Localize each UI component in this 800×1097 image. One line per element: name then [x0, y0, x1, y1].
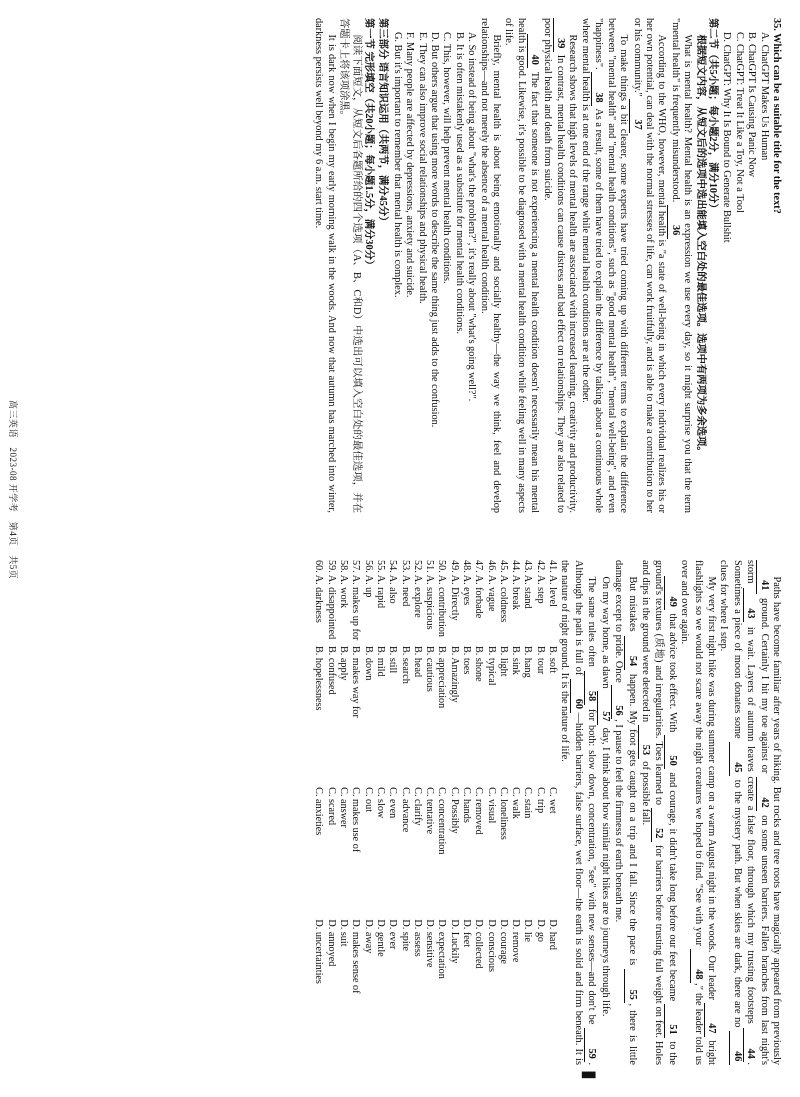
choice-row: [546, 560, 558, 1065]
choice-cell: D. makes sense of: [350, 919, 362, 994]
choice-row: [435, 560, 447, 1065]
choice-cell: B. light: [497, 646, 509, 677]
choice-cell: 46. A. vague: [485, 560, 497, 612]
choice-cell: C. clarify: [411, 787, 423, 826]
choice-cell: B. confused: [325, 646, 337, 695]
blank-47: 47: [704, 1003, 717, 1037]
choices-body: [312, 560, 558, 1065]
choice-row: [460, 560, 472, 1065]
passage-paragraph-4: Research shows that high levels of mental health are associated with increased learning, creativity and productivity. 39 In contrast, mental health conditions can cause distress and bad effect on relationships. They are also related to poor physical health and death from suicide.: [541, 18, 579, 513]
choice-cell: D. assess: [411, 919, 423, 957]
choice-cell: B. head: [411, 646, 423, 678]
choice-cell: 49. A. Directly: [448, 560, 460, 621]
blank-56: 56: [611, 685, 624, 719]
choice-cell: C. anxieties: [313, 787, 325, 836]
choice-cell: C. stain: [522, 787, 534, 819]
choice-cell: 60. A. darkness: [313, 560, 325, 623]
blank-58: 58: [584, 671, 597, 705]
part-3-title: 第三部分 语言知识运用（共两节，满分45分）: [377, 18, 389, 227]
choice-cell: 44. A. break: [510, 560, 522, 610]
blank-46: 46: [729, 1031, 742, 1065]
choice-cell: C. tentative: [424, 787, 436, 835]
choice-cell: B. sink: [510, 646, 522, 675]
choice-row: [447, 560, 459, 1065]
q35-option-a: A. ChatGPT Makes Us Human: [758, 32, 770, 161]
cloze-paragraph-5: But mistakes 54 happen. My foot gets caught on a trip and I fall. Since the pace is 55, there is little damage except to pride. Once 56, I pause to feel the firmness of earth beneath me.: [611, 560, 638, 1065]
choice-cell: D. expectation: [436, 919, 448, 979]
q35-option-b: B. ChatGPT Is Causing Panic Now: [746, 32, 758, 178]
passage-paragraph-6: Briefly, mental health is about being emotionally and socially healthy—the way we think, feel and develop relationships—and not merely the absence of a mental health condition.: [478, 18, 503, 513]
choice-cell: C. out: [362, 787, 374, 813]
cloze-paragraph-1: It is dark now when I begin my early morning walk in the woods. And now that autumn has marched into winter, darkness persists well beyond my 6 a.m. start time.: [313, 18, 337, 513]
blank-54: 54: [624, 636, 637, 670]
passage-paragraph-2: According to the WHO, however, mental health is "a state of well-being in which every individual realizes his or her own potential, can deal with the normal stresses of life, can work fruitfully, and is able to make a contribution to her or his community." 37: [629, 18, 667, 513]
choice-cell: 55. A. rapid: [374, 560, 386, 609]
choice-row: [534, 560, 546, 1065]
left-column: [22, 18, 782, 513]
choice-cell: 54. A. also: [387, 560, 399, 604]
choice-row: [497, 560, 509, 1065]
choice-cell: C. makes use of: [350, 787, 362, 853]
choice-row: [423, 560, 435, 1065]
choice-row: [374, 560, 386, 1065]
part-3-instructions: 阅读下面短文，从短文后各题所给的四个选项（A、B、C和D）中选出可以填入空白处的最佳选项，并在答题卡上将该项涂黑。: [338, 18, 362, 513]
choice-cell: 58. A. work: [338, 560, 350, 609]
choice-cell: 45. A. coldness: [497, 560, 509, 623]
choice-cell: C. walk: [510, 787, 522, 819]
choice-cell: D. ever: [387, 919, 399, 950]
choice-cell: D. courage: [497, 919, 509, 965]
cloze-paragraph-6: On my way home, as dawn 57 day, I think about how similar night hikes are to journeys through life.: [597, 560, 610, 1065]
cloze-paragraph-2: Paths have become familiar after years of hiking. But rocks and tree roots have magically appeared from previously 41 ground. Certainly I hit my toe against or 42 on some unseen barriers. Fallen branches from last night's storm 43 in wait. Layers of autumn leaves create a false floor, through which my trusting footsteps 44. Sometimes a piece of moon donates some 45 to the mystery path. But when skies are dark, there are no 46 clues for where I step.: [718, 560, 782, 1065]
choice-row: [324, 560, 336, 1065]
blank-44: 44: [743, 1028, 756, 1062]
choice-cell: D. lie: [522, 919, 534, 943]
choice-cell: D. sensitive: [424, 919, 436, 968]
choice-cell: B. cautious: [424, 646, 436, 692]
choice-cell: D. suit: [338, 919, 350, 947]
choice-cell: B. soft: [547, 646, 559, 674]
choice-cell: C. answer: [338, 787, 350, 828]
blank-52: 52: [651, 808, 664, 842]
choice-cell: B. still: [387, 646, 399, 674]
choice-cell: B. hang: [522, 646, 534, 678]
passage-paragraph-1: What is mental health? Mental health is an expression we use every day, so it might surprise you that the term "mental health" is frequently misunderstood. 36: [667, 18, 693, 513]
choice-cell: D. collected: [473, 919, 485, 969]
choice-cell: D. Luckily: [448, 919, 460, 964]
q35-option-c: C. ChatGPT: Treat It Like a Toy, Not a Tool: [733, 32, 745, 213]
choice-cell: C. hands: [461, 787, 473, 823]
choice-cell: C. visual: [485, 787, 497, 824]
choice-cell: 51. A. suspicious: [424, 560, 436, 630]
blank-49: 49: [664, 576, 677, 610]
blank-38: 38: [591, 72, 604, 106]
choice-row: [411, 560, 423, 1065]
blank-43: 43: [743, 588, 756, 622]
choice-row: [398, 560, 410, 1065]
choice-cell: 42. A. step: [534, 560, 546, 604]
blank-37: 37: [629, 99, 642, 133]
choice-cell: D. remove: [510, 919, 522, 963]
choice-row: [349, 560, 361, 1065]
blank-53: 53: [638, 725, 651, 759]
choice-row: [509, 560, 521, 1065]
blank-57: 57: [597, 691, 610, 725]
choice-cell: 56. A. up: [362, 560, 374, 598]
right-column: [22, 560, 782, 1065]
blank-45: 45: [729, 742, 742, 776]
choices-table: [312, 560, 558, 1065]
blank-39: 39: [553, 18, 566, 52]
option-d: D. But others argue that using more words to describe the same thing just adds to the confusion.: [429, 32, 441, 428]
blank-59: 59: [584, 1028, 597, 1062]
part-3-section-1-title: 第一节 完形填空（共20小题；每小题1.5分，满分30分）: [363, 18, 374, 271]
section-2-title: 第二节（共5小题；每小题2分，满分10分）: [706, 18, 718, 214]
choice-cell: C. wet: [547, 787, 559, 814]
choice-cell: D. feet: [461, 919, 473, 948]
binding-mark: ▮: [580, 1070, 600, 1080]
choice-cell: B. mild: [374, 646, 386, 677]
cloze-paragraph-3: My very first night hike was during summer camp on a warm August night in the woods. Our leader 47 bright flashlights so we would not scare away the night creatures we hoped to find. "See with your 48," the leader told us over and over again.: [679, 560, 717, 1065]
choice-cell: D. hard: [547, 919, 559, 950]
choice-cell: D. gentle: [374, 919, 386, 957]
option-a: A. So instead of being about "what's the problem?", it's really about "what's going well?".: [466, 32, 478, 402]
choice-row: [521, 560, 533, 1065]
choice-cell: 41. A. level: [547, 560, 559, 607]
q35-option-d: D. ChatGPT: Why It Is Bound to Generate Bullshit: [721, 32, 733, 243]
choice-cell: D. go: [534, 919, 546, 943]
choice-cell: C. trip: [534, 787, 546, 814]
cloze-paragraph-7: The same rules often 58 for both: slow down, concentration, "see" with new senses—and don't be 59. Although the path is full of 60—hidden barriers, false surface, wet floor—the earth is solid and firm beneath. It is the nature of night ground. It is the nature of life.: [559, 560, 598, 1065]
choice-cell: B. tour: [534, 646, 546, 675]
choice-cell: C. scared: [325, 787, 337, 826]
blank-36: 36: [667, 205, 680, 239]
choice-cell: B. toes: [461, 646, 473, 675]
choice-cell: B. appreciation: [436, 646, 448, 709]
blank-50: 50: [664, 735, 677, 769]
section-2-instructions: 根据短文内容，从短文后的选项中选出能填入空白处的最佳选项。选项中有两项为多余选项。: [694, 34, 706, 457]
choice-cell: B. hopelessness: [313, 646, 325, 711]
choice-cell: 43. A. stand: [522, 560, 534, 609]
choice-cell: 50. A. contribution: [436, 560, 448, 637]
choice-row: [337, 560, 349, 1065]
choice-cell: 52. A. explore: [411, 560, 423, 618]
choice-cell: B. apply: [338, 646, 350, 681]
choice-cell: 48. A. eyes: [461, 560, 473, 606]
passage-paragraph-5: 40 The fact that someone is not experiencing a mental health condition doesn't necessarily mean his mental health is good. Likewise, it's possible to be diagnosed with a mental health condition while feeling well in many aspects of life.: [503, 18, 541, 513]
choice-cell: B. Amazingly: [448, 646, 460, 703]
passage-paragraph-3: To make things a bit clearer, some experts have tried coming up with different terms to explain the difference between "mental health" and "mental health conditions", such as "good mental health", "mental well-being", and even "happiness". 38 As a result, some of them have tried to explain the difference by talking about a continuous whole where mental health is at one end of the range while mental health conditions are at the other.: [579, 18, 630, 513]
choice-row: [361, 560, 373, 1065]
choice-cell: B. down: [362, 646, 374, 681]
blank-55: 55: [624, 969, 637, 1003]
choice-cell: D. conscious: [485, 919, 497, 973]
choice-cell: D. away: [362, 919, 374, 954]
choice-cell: C. loneliness: [497, 787, 509, 840]
choice-cell: C. even: [387, 787, 399, 819]
choice-row: [386, 560, 398, 1065]
choice-cell: 59. A. disappointed: [325, 560, 337, 640]
blank-60: 60: [571, 679, 584, 713]
choice-cell: D. annoyed: [325, 919, 337, 967]
blank-41: 41: [756, 560, 769, 594]
choice-row: [484, 560, 496, 1065]
option-g: G. But it's important to remember that mental health is complex.: [391, 32, 403, 298]
choice-cell: B. shone: [473, 646, 485, 682]
choice-cell: 53. A. need: [399, 560, 411, 607]
choice-cell: C. concentration: [436, 787, 448, 855]
blank-51: 51: [664, 1004, 677, 1038]
blank-48: 48: [690, 949, 703, 983]
question-35: 35. Which can be a suitable title for the text?: [771, 18, 782, 214]
choice-cell: C. Possibly: [448, 787, 460, 834]
cloze-paragraph-4: 49 that advice took effect. With 50 and courage, it didn't take long before our feet became 51 to the ground's textures (质地) and irregularities. Toes learned to 52 for barriers before trusting full weight on feet. Holes and dips in the ground were detected in 53 of possible fall.: [638, 560, 678, 1065]
option-b: B. It is often mistakenly used as a substitute for mental health conditions.: [453, 32, 465, 334]
choice-cell: C. slow: [374, 787, 386, 819]
choice-row: [312, 560, 324, 1065]
blank-40: 40: [527, 34, 540, 68]
option-c: C. This, however, will help prevent mental health conditions.: [441, 32, 453, 284]
choice-cell: B. makes way for: [350, 646, 362, 718]
choice-cell: D. uncertainties: [313, 919, 325, 984]
choice-cell: D. spite: [399, 919, 411, 952]
choice-cell: C. removed: [473, 787, 485, 835]
choice-cell: C. advance: [399, 787, 411, 833]
blank-42: 42: [756, 777, 769, 811]
page-footer: 高三英语 2023-08 开学考 第4页 共5页: [8, 400, 18, 580]
choice-cell: 57. A. makes up for: [350, 560, 362, 641]
option-f: F. Many people are affected by depressions, anxiety and suicide.: [404, 32, 416, 298]
choice-cell: B. typical: [485, 646, 497, 686]
choice-cell: B. search: [399, 646, 411, 684]
option-e: E. They can also improve social relationships and physical health.: [416, 32, 428, 304]
choice-cell: 47. A. forbade: [473, 560, 485, 619]
choice-row: [472, 560, 484, 1065]
